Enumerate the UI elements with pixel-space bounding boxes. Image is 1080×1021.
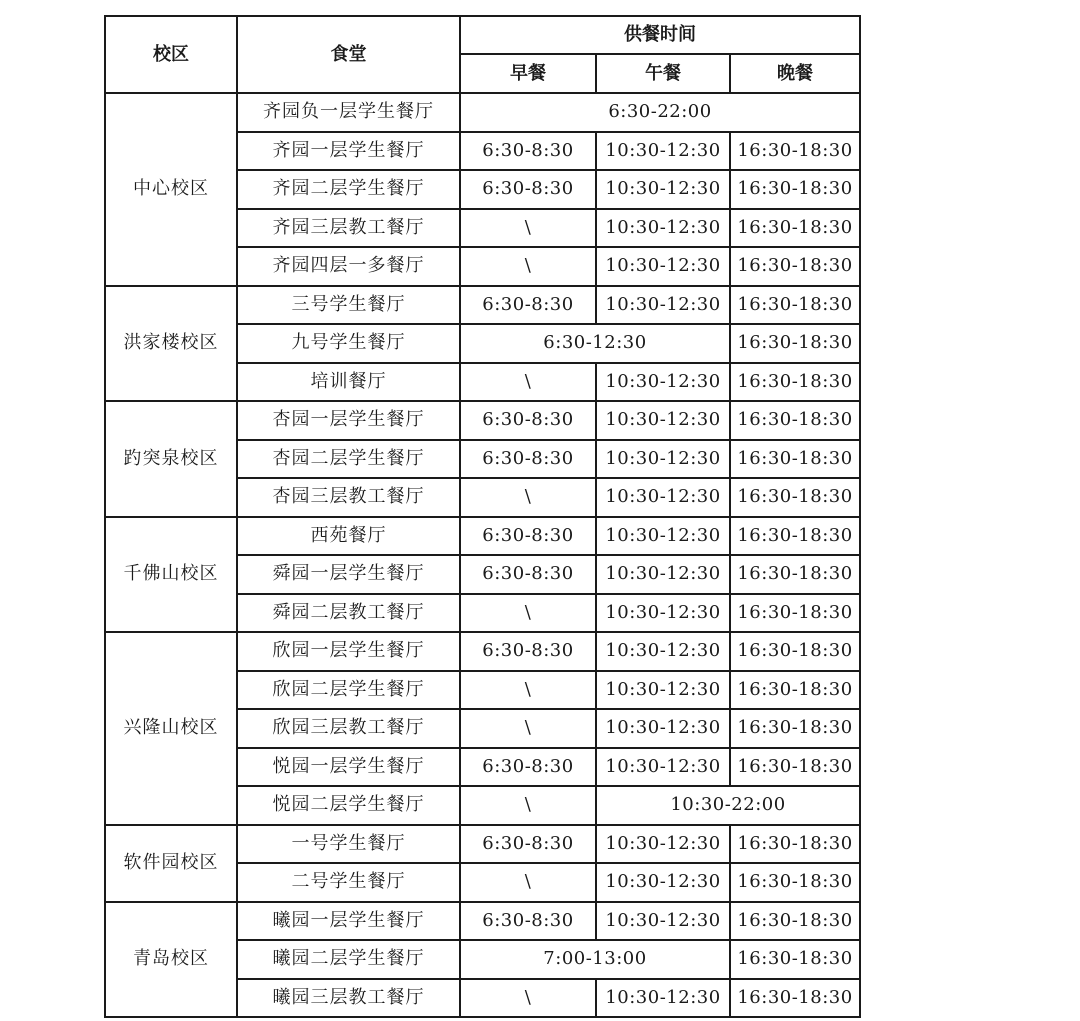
header-campus: 校区	[105, 16, 237, 93]
breakfast-time-cell: \	[460, 594, 596, 633]
canteen-name-cell: 杏园二层学生餐厅	[237, 440, 460, 479]
lunch-time-cell: 10:30-12:30	[596, 363, 730, 402]
dinner-time-cell: 16:30-18:30	[730, 247, 860, 286]
header-serving-time: 供餐时间	[460, 16, 860, 54]
breakfast-time-cell: 6:30-8:30	[460, 440, 596, 479]
breakfast-time-cell: \	[460, 786, 596, 825]
dinner-time-cell: 16:30-18:30	[730, 979, 860, 1018]
canteen-name-cell: 齐园负一层学生餐厅	[237, 93, 460, 132]
canteen-name-cell: 三号学生餐厅	[237, 286, 460, 325]
table-row	[105, 632, 860, 671]
breakfast-time-cell: 6:30-8:30	[460, 825, 596, 864]
canteen-name-cell: 二号学生餐厅	[237, 863, 460, 902]
dinner-time-cell: 16:30-18:30	[730, 324, 860, 363]
canteen-name-cell: 舜园二层教工餐厅	[237, 594, 460, 633]
lunch-time-cell: 10:30-12:30	[596, 478, 730, 517]
dinner-time-cell: 16:30-18:30	[730, 517, 860, 556]
lunch-time-cell: 10:30-12:30	[596, 979, 730, 1018]
dinner-time-cell: 16:30-18:30	[730, 478, 860, 517]
campus-name-cell: 软件园校区	[105, 825, 237, 902]
breakfast-time-cell: 6:30-8:30	[460, 286, 596, 325]
lunch-time-cell: 10:30-12:30	[596, 632, 730, 671]
dinner-time-cell: 16:30-18:30	[730, 170, 860, 209]
breakfast-time-cell: 6:30-8:30	[460, 170, 596, 209]
lunch-time-cell: 10:30-12:30	[596, 286, 730, 325]
dinner-time-cell: 16:30-18:30	[730, 863, 860, 902]
breakfast-time-cell: \	[460, 363, 596, 402]
lunch-time-cell: 10:30-12:30	[596, 902, 730, 941]
lunch-time-cell: 10:30-12:30	[596, 748, 730, 787]
lunch-time-cell: 10:30-12:30	[596, 440, 730, 479]
dinner-time-cell: 16:30-18:30	[730, 209, 860, 248]
canteen-name-cell: 欣园一层学生餐厅	[237, 632, 460, 671]
lunch-time-cell: 10:30-12:30	[596, 863, 730, 902]
lunch-time-cell: 10:30-12:30	[596, 825, 730, 864]
table-row	[105, 517, 860, 556]
canteen-name-cell: 曦园一层学生餐厅	[237, 902, 460, 941]
canteen-name-cell: 舜园一层学生餐厅	[237, 555, 460, 594]
breakfast-time-cell: \	[460, 709, 596, 748]
breakfast-time-cell: \	[460, 671, 596, 710]
dinner-time-cell: 16:30-18:30	[730, 132, 860, 171]
campus-name-cell: 青岛校区	[105, 902, 237, 1018]
canteen-name-cell: 杏园三层教工餐厅	[237, 478, 460, 517]
campus-name-cell: 趵突泉校区	[105, 401, 237, 517]
header-breakfast: 早餐	[460, 54, 596, 93]
breakfast-time-cell: 6:30-8:30	[460, 555, 596, 594]
dinner-time-cell: 16:30-18:30	[730, 594, 860, 633]
dinner-time-cell: 16:30-18:30	[730, 286, 860, 325]
dinner-time-cell: 16:30-18:30	[730, 555, 860, 594]
canteen-name-cell: 欣园二层学生餐厅	[237, 671, 460, 710]
canteen-name-cell: 西苑餐厅	[237, 517, 460, 556]
table-row	[105, 401, 860, 440]
merged-time-cell: 7:00-13:00	[460, 940, 730, 979]
breakfast-time-cell: 6:30-8:30	[460, 401, 596, 440]
lunch-time-cell: 10:30-12:30	[596, 594, 730, 633]
campus-name-cell: 洪家楼校区	[105, 286, 237, 402]
lunch-time-cell: 10:30-12:30	[596, 671, 730, 710]
dinner-time-cell: 16:30-18:30	[730, 825, 860, 864]
dinner-time-cell: 16:30-18:30	[730, 902, 860, 941]
canteen-name-cell: 曦园二层学生餐厅	[237, 940, 460, 979]
canteen-name-cell: 培训餐厅	[237, 363, 460, 402]
canteen-name-cell: 悦园一层学生餐厅	[237, 748, 460, 787]
dinner-time-cell: 16:30-18:30	[730, 671, 860, 710]
breakfast-time-cell: 6:30-8:30	[460, 748, 596, 787]
canteen-schedule-table	[104, 15, 861, 1018]
merged-time-cell: 6:30-12:30	[460, 324, 730, 363]
canteen-name-cell: 欣园三层教工餐厅	[237, 709, 460, 748]
table-row	[105, 286, 860, 325]
breakfast-time-cell: \	[460, 209, 596, 248]
lunch-time-cell: 10:30-12:30	[596, 170, 730, 209]
canteen-name-cell: 齐园二层学生餐厅	[237, 170, 460, 209]
lunch-time-cell: 10:30-12:30	[596, 247, 730, 286]
canteen-name-cell: 齐园一层学生餐厅	[237, 132, 460, 171]
lunch-time-cell: 10:30-12:30	[596, 401, 730, 440]
dinner-time-cell: 16:30-18:30	[730, 940, 860, 979]
canteen-name-cell: 一号学生餐厅	[237, 825, 460, 864]
canteen-name-cell: 悦园二层学生餐厅	[237, 786, 460, 825]
breakfast-time-cell: 6:30-8:30	[460, 632, 596, 671]
breakfast-time-cell: \	[460, 247, 596, 286]
canteen-name-cell: 杏园一层学生餐厅	[237, 401, 460, 440]
dinner-time-cell: 16:30-18:30	[730, 440, 860, 479]
merged-time-cell: 10:30-22:00	[596, 786, 860, 825]
dinner-time-cell: 16:30-18:30	[730, 632, 860, 671]
lunch-time-cell: 10:30-12:30	[596, 555, 730, 594]
breakfast-time-cell: 6:30-8:30	[460, 902, 596, 941]
breakfast-time-cell: 6:30-8:30	[460, 517, 596, 556]
dinner-time-cell: 16:30-18:30	[730, 363, 860, 402]
merged-time-cell: 6:30-22:00	[460, 93, 860, 132]
lunch-time-cell: 10:30-12:30	[596, 709, 730, 748]
lunch-time-cell: 10:30-12:30	[596, 132, 730, 171]
dinner-time-cell: 16:30-18:30	[730, 748, 860, 787]
breakfast-time-cell: \	[460, 979, 596, 1018]
table-row	[105, 93, 860, 132]
campus-name-cell: 中心校区	[105, 93, 237, 286]
dinner-time-cell: 16:30-18:30	[730, 709, 860, 748]
table-row	[105, 825, 860, 864]
canteen-name-cell: 曦园三层教工餐厅	[237, 979, 460, 1018]
header-dinner: 晚餐	[730, 54, 860, 93]
canteen-name-cell: 齐园四层一多餐厅	[237, 247, 460, 286]
breakfast-time-cell: \	[460, 863, 596, 902]
lunch-time-cell: 10:30-12:30	[596, 517, 730, 556]
dinner-time-cell: 16:30-18:30	[730, 401, 860, 440]
breakfast-time-cell: \	[460, 478, 596, 517]
header-canteen: 食堂	[237, 16, 460, 93]
lunch-time-cell: 10:30-12:30	[596, 209, 730, 248]
campus-name-cell: 兴隆山校区	[105, 632, 237, 825]
canteen-name-cell: 九号学生餐厅	[237, 324, 460, 363]
campus-name-cell: 千佛山校区	[105, 517, 237, 633]
breakfast-time-cell: 6:30-8:30	[460, 132, 596, 171]
table-row	[105, 902, 860, 941]
canteen-name-cell: 齐园三层教工餐厅	[237, 209, 460, 248]
header-lunch: 午餐	[596, 54, 730, 93]
